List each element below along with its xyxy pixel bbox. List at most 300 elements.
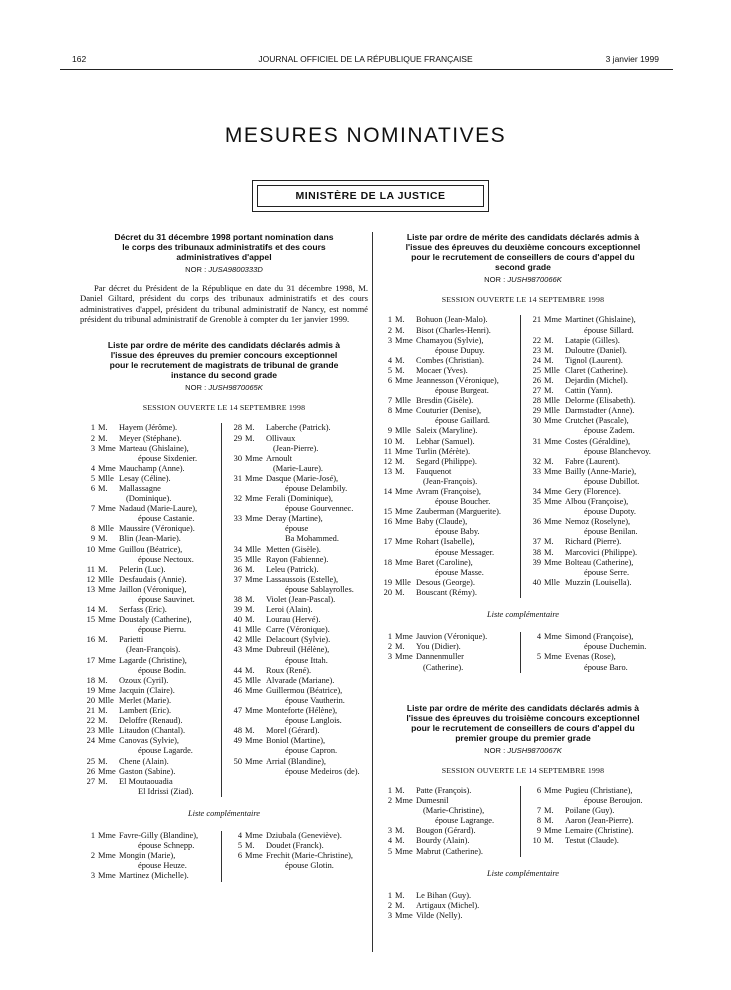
list-item — [80, 534, 221, 544]
rank-number: 17 — [383, 537, 392, 547]
rank-number: 2 — [387, 796, 392, 806]
rank-number: 34 — [532, 487, 541, 496]
person-name: Darmstadter (Anne). — [565, 406, 635, 416]
rank-number: 3 — [90, 443, 95, 453]
person-name: Desous (George). — [416, 577, 475, 587]
rank-number: 22 — [86, 716, 95, 726]
list-item — [80, 545, 221, 555]
civility-title: Mme — [245, 494, 263, 504]
person-name: Meyer (Stéphane). — [119, 433, 182, 443]
civility-title: M. — [395, 315, 405, 325]
civility-title: Mme — [544, 517, 562, 527]
decree-nor: NOR : JUSA9800333D — [185, 265, 263, 274]
rank-number: 8 — [387, 406, 392, 416]
civility-title: M. — [245, 595, 255, 605]
civility-title: Mme — [245, 685, 263, 695]
civility-title: M. — [98, 534, 108, 544]
person-name: Simond (Françoise), — [565, 632, 634, 642]
person-name-continuation: épouse Sablayrolles. — [285, 584, 354, 594]
person-name: Costes (Géraldine), — [565, 436, 631, 446]
list-item — [377, 467, 520, 477]
civility-title: M. — [544, 547, 554, 557]
list-item — [377, 786, 520, 796]
person-name-continuation: épouse Lagarde. — [138, 746, 193, 756]
list-item — [80, 444, 221, 454]
list-item — [227, 645, 368, 655]
person-name: Desfaudais (Annie). — [119, 574, 187, 584]
rank-number: 25 — [86, 756, 95, 766]
rank-number: 45 — [233, 675, 242, 685]
list-item — [80, 565, 221, 575]
list3-title: Liste par ordre de mérite des candidats déclarés admis à l'issue des épreuves du troisième concours exceptionnel pour le recrutement de conseillers de cours d'appel du premier groupe du premier grade — [406, 702, 640, 743]
person-name: Martinet (Ghislaine), — [565, 315, 636, 325]
list-item — [377, 336, 520, 346]
list-item — [227, 565, 368, 575]
person-name-continuation: épouse Castanie. — [138, 514, 195, 524]
list-item — [227, 423, 368, 433]
civility-title: M. — [98, 423, 108, 433]
person-name: Crutchet (Pascale), — [565, 416, 629, 426]
list2-complementary — [377, 632, 669, 672]
list-item — [377, 437, 520, 447]
person-name: Rayon (Fabienne). — [266, 554, 329, 564]
person-name: Claret (Catherine). — [565, 365, 628, 375]
list-item — [377, 426, 520, 436]
rank-number: 40 — [233, 615, 242, 625]
list-item — [80, 851, 221, 861]
civility-title: Mlle — [245, 544, 261, 554]
list-item — [377, 642, 520, 652]
civility-title: Mme — [245, 736, 263, 746]
list2-comp-col1 — [377, 632, 520, 672]
list-item — [227, 494, 368, 504]
list2-complementary-title: Liste complémentaire — [486, 610, 560, 620]
civility-title: Mlle — [395, 396, 411, 406]
civility-title: Mme — [544, 416, 562, 426]
list-item — [377, 487, 520, 497]
civility-title: Mme — [544, 826, 562, 836]
person-name: Boniol (Martine), — [266, 736, 326, 746]
civility-title: Mme — [98, 655, 116, 665]
person-name: Marcovici (Philippe). — [565, 547, 638, 557]
list-item — [377, 517, 520, 527]
person-name: Segard (Philippe). — [416, 456, 477, 466]
civility-title: Mlle — [98, 524, 114, 534]
rank-number: 2 — [90, 433, 95, 443]
rank-number: 9 — [536, 826, 541, 836]
decree-title: Décret du 31 décembre 1998 portant nomination dans le corps des tribunaux administratifs et des cours administratives d'appel — [114, 232, 334, 262]
person-name-continuation: (Jean-Pierre). — [273, 443, 319, 453]
person-name: Lebhar (Samuel). — [416, 436, 475, 446]
person-name-continuation: épouse Sixdenier. — [138, 453, 198, 463]
rank-number: 1 — [90, 423, 95, 433]
list3-nor: NOR : JUSH9870067K — [484, 745, 562, 755]
civility-title: Mme — [395, 375, 413, 385]
civility-title: Mme — [395, 557, 413, 567]
civility-title: Mme — [98, 504, 116, 514]
civility-title: Mme — [395, 632, 413, 642]
person-name: Deray (Martine), — [266, 514, 323, 524]
person-name-continuation: épouse Glotin. — [285, 861, 334, 871]
civility-title: Mme — [544, 315, 562, 325]
civility-title: Mlle — [544, 406, 560, 416]
person-name: Dannenmuller — [416, 652, 464, 662]
rank-number: 8 — [90, 524, 95, 534]
person-name: Duloutre (Daniel). — [565, 345, 627, 355]
list-item — [227, 434, 368, 444]
rank-number: 24 — [532, 355, 541, 365]
rank-number: 3 — [387, 826, 392, 836]
person-name: Lagarde (Christine), — [119, 655, 187, 665]
rank-number: 11 — [86, 564, 95, 574]
rank-number: 24 — [86, 736, 95, 746]
person-name: Bisot (Charles-Henri). — [416, 325, 491, 335]
list1-session: SESSION OUVERTE LE 14 SEPTEMBRE 1998 — [142, 403, 306, 413]
rank-number: 18 — [383, 557, 392, 567]
person-name: Saleix (Maryline). — [416, 426, 478, 436]
list-item — [526, 826, 669, 836]
person-name-continuation: (Jean-François). — [126, 645, 181, 655]
person-name-continuation: épouse Schnepp. — [138, 841, 195, 851]
rank-number: 29 — [532, 406, 541, 416]
list1-nor: NOR : JUSH9870065K — [185, 383, 263, 393]
civility-title: M. — [98, 564, 108, 574]
rank-number: 26 — [532, 375, 541, 385]
rank-number: 20 — [383, 587, 392, 597]
civility-title: M. — [245, 726, 255, 736]
civility-title: M. — [395, 456, 405, 466]
civility-title: M. — [544, 335, 554, 345]
journal-title: JOURNAL OFFICIEL DE LA RÉPUBLIQUE FRANÇAISE — [258, 54, 473, 64]
rank-number: 37 — [532, 537, 541, 547]
rank-number: 13 — [383, 466, 392, 476]
header-rule — [60, 69, 673, 70]
rank-number: 19 — [383, 577, 392, 587]
rank-number: 31 — [532, 436, 541, 446]
civility-title: M. — [98, 635, 108, 645]
list-item — [526, 806, 669, 816]
person-name: Rohart (Isabelle), — [416, 537, 475, 547]
person-name: Bolteau (Catherine), — [565, 557, 634, 567]
civility-title: Mme — [395, 406, 413, 416]
civility-title: Mme — [245, 706, 263, 716]
rank-number: 35 — [532, 497, 541, 507]
rank-number: 49 — [233, 736, 242, 746]
left-column — [80, 232, 368, 882]
list-item — [80, 686, 221, 696]
civility-title: Mme — [395, 517, 413, 527]
rank-number: 33 — [532, 466, 541, 476]
list-item — [526, 366, 669, 376]
person-name: Ozoux (Cyril). — [119, 675, 169, 685]
person-name: Blin (Jean-Marie). — [119, 534, 181, 544]
list-item — [80, 524, 221, 534]
person-name: Lassaussois (Estelle), — [266, 574, 339, 584]
civility-title: M. — [395, 900, 405, 910]
person-name: Serfass (Eric). — [119, 605, 167, 615]
list-item — [526, 406, 669, 416]
person-name-continuation: épouse Capron. — [285, 746, 338, 756]
list-item — [526, 416, 669, 426]
list-item — [80, 464, 221, 474]
list-item — [526, 652, 669, 662]
person-name: Frechit (Marie-Christine), — [266, 851, 353, 861]
rank-number: 2 — [387, 900, 392, 910]
person-name: Jaillon (Véronique), — [119, 584, 187, 594]
civility-title: M. — [245, 433, 255, 443]
rank-number: 4 — [387, 355, 392, 365]
rank-number: 27 — [532, 386, 541, 396]
person-name-continuation: épouse Langlois. — [285, 716, 342, 726]
person-name-continuation: (Catherine). — [423, 662, 464, 672]
person-name: Mongin (Marie), — [119, 851, 176, 861]
person-name: Alvarade (Mariane). — [266, 675, 335, 685]
person-name: Fabre (Laurent). — [565, 456, 620, 466]
civility-title: Mme — [98, 615, 116, 625]
civility-title: M. — [245, 841, 255, 851]
rank-number: 38 — [532, 547, 541, 557]
civility-title: Mme — [395, 487, 413, 496]
list-item — [227, 841, 368, 851]
person-name: Parietti — [119, 635, 144, 645]
person-name-continuation: épouse Serre. — [584, 567, 630, 577]
list-item — [526, 336, 669, 346]
list-item — [227, 545, 368, 555]
person-name: Dasque (Marie-José), — [266, 473, 339, 483]
rank-number: 30 — [233, 453, 242, 463]
person-name: Aaron (Jean-Pierre). — [565, 816, 634, 826]
person-name: Mabrut (Catherine). — [416, 846, 483, 856]
rank-number: 35 — [233, 554, 242, 564]
rank-number: 15 — [383, 507, 392, 517]
rank-number: 39 — [233, 605, 242, 615]
list-item — [526, 376, 669, 386]
person-name-continuation: épouse Duchemin. — [584, 642, 647, 652]
rank-number: 14 — [383, 487, 392, 496]
rank-number: 17 — [86, 655, 95, 665]
list-item — [227, 555, 368, 565]
list-item — [227, 575, 368, 585]
civility-title: Mme — [395, 507, 413, 517]
person-name-continuation: épouse Dubillot. — [584, 476, 640, 486]
list-item — [526, 396, 669, 406]
person-name-continuation: épouse Sauvinet. — [138, 595, 195, 605]
civility-title: Mme — [98, 584, 116, 594]
person-name: Jeannesson (Véronique), — [416, 375, 499, 385]
rank-number: 10 — [86, 544, 95, 554]
person-name: You (Didier). — [416, 642, 461, 652]
rank-number: 40 — [532, 577, 541, 587]
civility-title: M. — [395, 365, 405, 375]
civility-title: Mme — [395, 846, 413, 856]
person-name: Leleu (Patrick). — [266, 564, 319, 574]
list-item — [227, 831, 368, 841]
rank-number: 27 — [86, 776, 95, 786]
rank-number: 21 — [532, 315, 541, 325]
list-item — [80, 757, 221, 767]
rank-number: 47 — [233, 706, 242, 716]
person-name: Deloffre (Renaud). — [119, 716, 183, 726]
rank-number: 2 — [387, 325, 392, 335]
person-name: Dubreuil (Hélène), — [266, 645, 330, 655]
person-name: Lourau (Hervé). — [266, 615, 321, 625]
civility-title: Mme — [395, 652, 413, 662]
list3-complementary-title: Liste complémentaire — [486, 868, 560, 878]
list-item — [80, 423, 221, 433]
list3-table — [377, 786, 669, 857]
rank-number: 6 — [536, 786, 541, 796]
person-name-continuation: épouse Sillard. — [584, 325, 634, 335]
person-name: Muzzin (Louisella). — [565, 577, 632, 587]
publication-date: 3 janvier 1999 — [605, 54, 659, 64]
rank-number: 18 — [86, 675, 95, 685]
rank-number: 23 — [532, 345, 541, 355]
person-name: Bailly (Anne-Marie), — [565, 466, 637, 476]
person-name: Carre (Véronique). — [266, 625, 330, 635]
person-name-continuation: épouse Beroujon. — [584, 796, 643, 806]
civility-title: M. — [544, 816, 554, 826]
civility-title: Mlle — [98, 726, 114, 736]
person-name: Latapie (Gilles). — [565, 335, 620, 345]
list-item — [80, 777, 221, 787]
person-name-continuation: (Dominique). — [126, 494, 172, 504]
list-item — [526, 786, 669, 796]
list-item — [227, 706, 368, 716]
civility-title: Mme — [245, 473, 263, 483]
person-name: Le Bihan (Guy). — [416, 890, 472, 900]
person-name: Baby (Claude), — [416, 517, 468, 527]
list1-complementary — [80, 831, 368, 881]
civility-title: M. — [395, 355, 405, 365]
person-name: Arrial (Blandine), — [266, 756, 326, 766]
civility-title: Mme — [98, 463, 116, 473]
list-item — [377, 376, 520, 386]
rank-number: 21 — [86, 706, 95, 716]
list-item — [227, 676, 368, 686]
person-name-continuation: épouse Messager. — [435, 547, 495, 557]
person-name-continuation: épouse Ittah. — [285, 655, 328, 665]
list-item — [80, 716, 221, 726]
rank-number: 1 — [387, 632, 392, 642]
rank-number: 28 — [233, 423, 242, 433]
civility-title: Mlle — [98, 574, 114, 584]
civility-title: M. — [245, 564, 255, 574]
person-name: Pelerin (Luc). — [119, 564, 166, 574]
civility-title: M. — [544, 836, 554, 846]
civility-title: Mme — [245, 645, 263, 655]
civility-title: M. — [245, 665, 255, 675]
rank-number: 5 — [90, 473, 95, 483]
person-name: Patte (François). — [416, 786, 472, 796]
list-item — [80, 585, 221, 595]
person-name: Richard (Pierre). — [565, 537, 622, 547]
civility-title: Mme — [98, 766, 116, 776]
rank-number: 44 — [233, 665, 242, 675]
civility-title: M. — [544, 375, 554, 385]
person-name: Guillermou (Béatrice), — [266, 685, 343, 695]
list2-section — [377, 232, 669, 673]
list-item — [377, 891, 669, 901]
rank-number: 10 — [532, 836, 541, 846]
list-item — [526, 497, 669, 507]
rank-number: 20 — [86, 695, 95, 705]
civility-title: M. — [98, 605, 108, 615]
list2-nor: NOR : JUSH9870066K — [484, 275, 562, 284]
civility-title: Mme — [245, 756, 263, 766]
civility-title: Mme — [395, 796, 413, 806]
list3-col2 — [520, 786, 669, 857]
rank-number: 7 — [387, 396, 392, 406]
rank-number: 32 — [233, 494, 242, 504]
rank-number: 32 — [532, 456, 541, 466]
page-title: MESURES NOMINATIVES — [224, 124, 507, 147]
column-divider — [372, 232, 373, 952]
rank-number: 10 — [383, 436, 392, 446]
list-item — [377, 796, 520, 806]
list1-comp-col1 — [80, 831, 221, 881]
person-name: Cattin (Yann). — [565, 386, 613, 396]
list-item — [377, 558, 520, 568]
list-item — [80, 575, 221, 585]
civility-title: Mlle — [245, 625, 261, 635]
civility-title: M. — [245, 605, 255, 615]
person-name: Tignol (Laurent). — [565, 355, 623, 365]
list-item — [80, 767, 221, 777]
person-name: Marteau (Ghislaine), — [119, 443, 189, 453]
list-item — [80, 474, 221, 484]
civility-title: M. — [98, 433, 108, 443]
person-name: Morel (Gérard). — [266, 726, 320, 736]
person-name-continuation: El Idrissi (Ziad). — [138, 786, 194, 796]
rank-number: 4 — [387, 836, 392, 846]
list-item — [526, 386, 669, 396]
list-item — [227, 736, 368, 746]
person-name: Nemoz (Roselyne), — [565, 517, 631, 527]
person-name-continuation: épouse Bodin. — [138, 665, 186, 675]
list-item — [377, 356, 520, 366]
civility-title: Mlle — [395, 577, 411, 587]
person-name-continuation: épouse Lagrange. — [435, 816, 495, 826]
civility-title: Mlle — [544, 577, 560, 587]
list-item — [377, 406, 520, 416]
list2-title: Liste par ordre de mérite des candidats déclarés admis à l'issue des épreuves du deuxième concours exceptionnel pour le recrutement de conseillers de cours d'appel du second grade — [405, 232, 641, 272]
person-name: Canovas (Sylvie), — [119, 736, 180, 746]
rank-number: 48 — [233, 726, 242, 736]
list1-title: Liste par ordre de mérite des candidats déclarés admis à l'issue des épreuves du premier concours exceptionnel pour le recrutement de magistrats de tribunal de grande instance du second grade — [107, 340, 341, 381]
person-name-continuation: épouse Dupuy. — [435, 345, 485, 355]
person-name: Artigaux (Michel). — [416, 900, 480, 910]
list-item — [526, 816, 669, 826]
person-name: Litaudon (Chantal). — [119, 726, 186, 736]
list-item — [227, 454, 368, 464]
list-item — [227, 757, 368, 767]
person-name: Evenas (Rose), — [565, 652, 616, 662]
person-name: Gery (Florence). — [565, 487, 621, 496]
rank-number: 46 — [233, 685, 242, 695]
person-name-continuation: épouse Vautherin. — [285, 695, 345, 705]
list-item — [377, 588, 520, 598]
civility-title: Mme — [98, 736, 116, 746]
list-item — [526, 836, 669, 846]
rank-number: 3 — [387, 335, 392, 345]
person-name: Leroi (Alain). — [266, 605, 313, 615]
person-name: Mallassagne — [119, 483, 161, 493]
civility-title: M. — [98, 756, 108, 766]
person-name-continuation: épouse Boucher. — [435, 497, 491, 507]
rank-number: 3 — [387, 652, 392, 662]
rank-number: 33 — [233, 514, 242, 524]
rank-number: 30 — [532, 416, 541, 426]
